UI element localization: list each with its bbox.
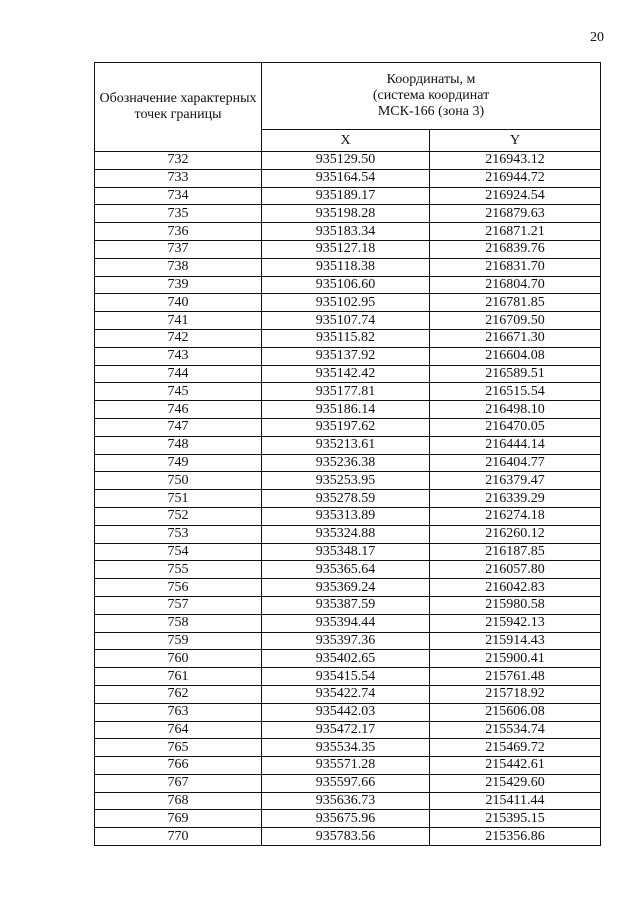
point-id-cell: 748 [95, 436, 262, 454]
table-row [95, 365, 601, 383]
table-row [95, 169, 601, 187]
header-coordinates [262, 63, 601, 130]
y-coordinate-cell: 216709.50 [430, 312, 601, 330]
point-id-cell: 764 [95, 721, 262, 739]
point-id-cell: 766 [95, 757, 262, 775]
point-id-cell: 740 [95, 294, 262, 312]
y-coordinate-cell: 216470.05 [430, 418, 601, 436]
point-id-cell: 738 [95, 258, 262, 276]
y-coordinate-cell: 216879.63 [430, 205, 601, 223]
table-row [95, 401, 601, 419]
point-id-cell: 745 [95, 383, 262, 401]
y-coordinate-cell: 215442.61 [430, 757, 601, 775]
table-row [95, 223, 601, 241]
y-coordinate-cell: 216379.47 [430, 472, 601, 490]
point-id-cell: 749 [95, 454, 262, 472]
point-id-cell: 734 [95, 187, 262, 205]
y-coordinate-cell: 215469.72 [430, 739, 601, 757]
table-row [95, 240, 601, 258]
y-coordinate-cell: 216604.08 [430, 347, 601, 365]
x-coordinate-cell: 935597.66 [262, 774, 430, 792]
table-row [95, 312, 601, 330]
table-row [95, 347, 601, 365]
x-coordinate-cell: 935783.56 [262, 828, 430, 846]
point-id-cell: 744 [95, 365, 262, 383]
y-coordinate-cell: 216871.21 [430, 223, 601, 241]
x-coordinate-cell: 935397.36 [262, 632, 430, 650]
x-coordinate-cell: 935236.38 [262, 454, 430, 472]
table-row [95, 152, 601, 170]
x-coordinate-cell: 935115.82 [262, 329, 430, 347]
x-coordinate-cell: 935118.38 [262, 258, 430, 276]
point-id-cell: 750 [95, 472, 262, 490]
point-id-cell: 762 [95, 685, 262, 703]
table-row [95, 703, 601, 721]
y-coordinate-cell: 215942.13 [430, 614, 601, 632]
point-id-cell: 733 [95, 169, 262, 187]
table-row [95, 454, 601, 472]
y-coordinate-cell: 216839.76 [430, 240, 601, 258]
point-id-cell: 758 [95, 614, 262, 632]
table-row [95, 632, 601, 650]
x-coordinate-cell: 935402.65 [262, 650, 430, 668]
y-coordinate-cell: 216515.54 [430, 383, 601, 401]
table-row [95, 418, 601, 436]
table-row [95, 436, 601, 454]
point-id-cell: 751 [95, 490, 262, 508]
y-coordinate-cell: 215980.58 [430, 596, 601, 614]
x-coordinate-cell: 935571.28 [262, 757, 430, 775]
point-id-cell: 770 [95, 828, 262, 846]
header-y: Y [430, 130, 601, 152]
x-coordinate-cell: 935324.88 [262, 525, 430, 543]
y-coordinate-cell: 216781.85 [430, 294, 601, 312]
y-coordinate-cell: 216831.70 [430, 258, 601, 276]
table-row [95, 543, 601, 561]
y-coordinate-cell: 215606.08 [430, 703, 601, 721]
x-coordinate-cell: 935106.60 [262, 276, 430, 294]
y-coordinate-cell: 215761.48 [430, 668, 601, 686]
x-coordinate-cell: 935369.24 [262, 579, 430, 597]
y-coordinate-cell: 215914.43 [430, 632, 601, 650]
x-coordinate-cell: 935415.54 [262, 668, 430, 686]
x-coordinate-cell: 935472.17 [262, 721, 430, 739]
y-coordinate-cell: 216042.83 [430, 579, 601, 597]
table-row [95, 561, 601, 579]
table-row [95, 205, 601, 223]
y-coordinate-cell: 216404.77 [430, 454, 601, 472]
y-coordinate-cell: 215429.60 [430, 774, 601, 792]
point-id-cell: 741 [95, 312, 262, 330]
table-row [95, 579, 601, 597]
table-row [95, 721, 601, 739]
y-coordinate-cell: 216274.18 [430, 507, 601, 525]
y-coordinate-cell: 216187.85 [430, 543, 601, 561]
x-coordinate-cell: 935164.54 [262, 169, 430, 187]
table-row [95, 294, 601, 312]
table-row [95, 792, 601, 810]
point-id-cell: 732 [95, 152, 262, 170]
point-id-cell: 756 [95, 579, 262, 597]
table-row [95, 383, 601, 401]
table-row [95, 490, 601, 508]
table-row [95, 650, 601, 668]
y-coordinate-cell: 216943.12 [430, 152, 601, 170]
table-row [95, 668, 601, 686]
header-coordinates-line-3: МСК-166 (зона 3) [377, 104, 485, 120]
y-coordinate-cell: 216498.10 [430, 401, 601, 419]
point-id-cell: 747 [95, 418, 262, 436]
table-row [95, 187, 601, 205]
x-coordinate-cell: 935102.95 [262, 294, 430, 312]
table-row [95, 525, 601, 543]
point-id-cell: 768 [95, 792, 262, 810]
table-row [95, 596, 601, 614]
x-coordinate-cell: 935278.59 [262, 490, 430, 508]
y-coordinate-cell: 216671.30 [430, 329, 601, 347]
x-coordinate-cell: 935177.81 [262, 383, 430, 401]
point-id-cell: 763 [95, 703, 262, 721]
point-id-cell: 754 [95, 543, 262, 561]
y-coordinate-cell: 215534.74 [430, 721, 601, 739]
y-coordinate-cell: 215395.15 [430, 810, 601, 828]
y-coordinate-cell: 215411.44 [430, 792, 601, 810]
y-coordinate-cell: 215356.86 [430, 828, 601, 846]
point-id-cell: 735 [95, 205, 262, 223]
header-x: X [262, 130, 430, 152]
point-id-cell: 737 [95, 240, 262, 258]
header-coordinates-line-2: (система координат [372, 88, 490, 104]
point-id-cell: 752 [95, 507, 262, 525]
table-row [95, 614, 601, 632]
point-id-cell: 760 [95, 650, 262, 668]
x-coordinate-cell: 935387.59 [262, 596, 430, 614]
point-id-cell: 736 [95, 223, 262, 241]
table-row [95, 258, 601, 276]
page-number: 20 [590, 30, 604, 45]
table-row [95, 757, 601, 775]
point-id-cell: 753 [95, 525, 262, 543]
table-row [95, 774, 601, 792]
x-coordinate-cell: 935253.95 [262, 472, 430, 490]
header-coordinates-line-1: Координаты, м [386, 72, 476, 88]
x-coordinate-cell: 935313.89 [262, 507, 430, 525]
y-coordinate-cell: 215900.41 [430, 650, 601, 668]
point-id-cell: 739 [95, 276, 262, 294]
y-coordinate-cell: 216804.70 [430, 276, 601, 294]
x-coordinate-cell: 935186.14 [262, 401, 430, 419]
point-id-cell: 761 [95, 668, 262, 686]
x-coordinate-cell: 935675.96 [262, 810, 430, 828]
point-id-cell: 743 [95, 347, 262, 365]
point-id-cell: 759 [95, 632, 262, 650]
y-coordinate-cell: 216924.54 [430, 187, 601, 205]
table-row [95, 507, 601, 525]
y-coordinate-cell: 215718.92 [430, 685, 601, 703]
table-row [95, 810, 601, 828]
table-row [95, 276, 601, 294]
x-coordinate-cell: 935142.42 [262, 365, 430, 383]
x-coordinate-cell: 935348.17 [262, 543, 430, 561]
header-point-designation: Обозначение характерных точек границы [95, 63, 262, 152]
y-coordinate-cell: 216339.29 [430, 490, 601, 508]
point-id-cell: 765 [95, 739, 262, 757]
x-coordinate-cell: 935442.03 [262, 703, 430, 721]
x-coordinate-cell: 935197.62 [262, 418, 430, 436]
table-row [95, 828, 601, 846]
x-coordinate-cell: 935183.34 [262, 223, 430, 241]
x-coordinate-cell: 935107.74 [262, 312, 430, 330]
y-coordinate-cell: 216944.72 [430, 169, 601, 187]
point-id-cell: 757 [95, 596, 262, 614]
table-row [95, 685, 601, 703]
x-coordinate-cell: 935636.73 [262, 792, 430, 810]
table-row [95, 472, 601, 490]
point-id-cell: 769 [95, 810, 262, 828]
y-coordinate-cell: 216260.12 [430, 525, 601, 543]
x-coordinate-cell: 935137.92 [262, 347, 430, 365]
y-coordinate-cell: 216444.14 [430, 436, 601, 454]
x-coordinate-cell: 935129.50 [262, 152, 430, 170]
x-coordinate-cell: 935127.18 [262, 240, 430, 258]
point-id-cell: 742 [95, 329, 262, 347]
x-coordinate-cell: 935534.35 [262, 739, 430, 757]
x-coordinate-cell: 935198.28 [262, 205, 430, 223]
x-coordinate-cell: 935422.74 [262, 685, 430, 703]
x-coordinate-cell: 935189.17 [262, 187, 430, 205]
point-id-cell: 746 [95, 401, 262, 419]
table-row [95, 739, 601, 757]
coordinates-table [94, 62, 601, 846]
x-coordinate-cell: 935394.44 [262, 614, 430, 632]
point-id-cell: 755 [95, 561, 262, 579]
y-coordinate-cell: 216057.80 [430, 561, 601, 579]
x-coordinate-cell: 935213.61 [262, 436, 430, 454]
table-body [95, 152, 601, 846]
y-coordinate-cell: 216589.51 [430, 365, 601, 383]
x-coordinate-cell: 935365.64 [262, 561, 430, 579]
point-id-cell: 767 [95, 774, 262, 792]
table-row [95, 329, 601, 347]
